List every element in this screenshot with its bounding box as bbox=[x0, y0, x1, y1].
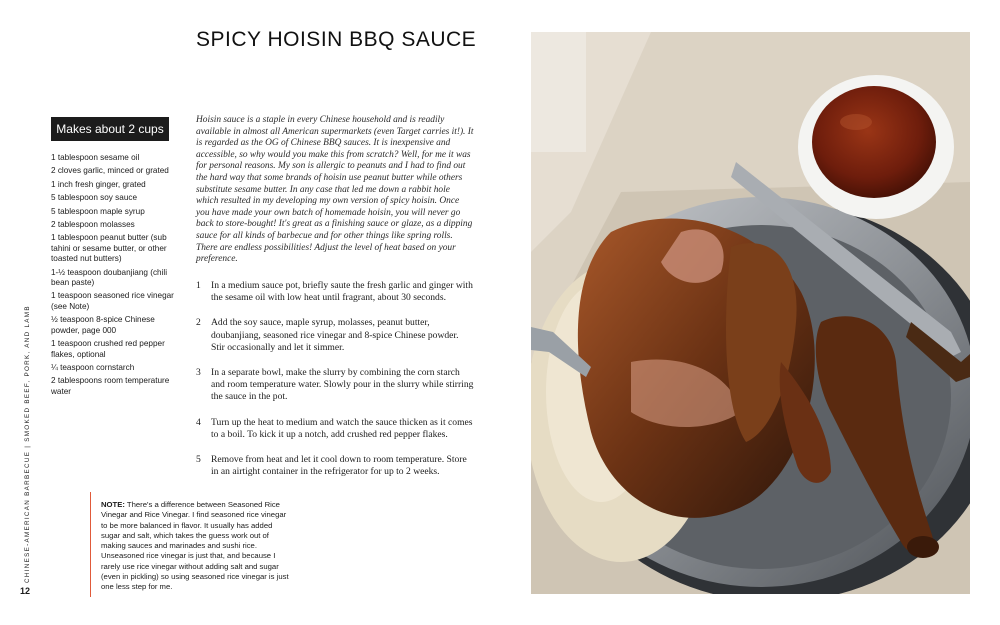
recipe-note bbox=[101, 500, 291, 593]
drumstick-tip bbox=[907, 536, 939, 558]
running-head: CHINESE-AMERICAN BARBECUE | SMOKED BEEF, PORK, AND LAMB bbox=[24, 305, 31, 583]
ingredient-item: 1 teaspoon crushed red pepper flakes, optional bbox=[51, 339, 165, 359]
ingredient-item: 2 tablespoons room temperature water bbox=[51, 376, 170, 396]
ingredient-item: 1 tablespoon peanut butter (sub tahini or sesame butter, or other toasted nut butters) bbox=[51, 233, 167, 264]
ingredient-item: 5 tablespoon soy sauce bbox=[51, 193, 138, 203]
yield-badge bbox=[51, 117, 169, 141]
ingredient-list bbox=[51, 153, 181, 400]
method-step bbox=[196, 317, 474, 354]
ingredient-item: ½ teaspoon 8-spice Chinese powder, page 000 bbox=[51, 315, 155, 335]
method-steps bbox=[196, 280, 474, 491]
ingredient-item: 2 cloves garlic, minced or grated bbox=[51, 166, 169, 176]
ingredient-item: 5 tablespoon maple syrup bbox=[51, 206, 145, 216]
yield-label: Makes about 2 cups bbox=[56, 122, 164, 136]
step-number: 2 bbox=[196, 317, 201, 329]
ingredient-item: 1 inch fresh ginger, grated bbox=[51, 179, 146, 189]
step-text: In a medium sauce pot, briefly saute the fresh garlic and ginger with the sesame oil with low heat until fragrant, about 30 seconds. bbox=[211, 280, 473, 304]
step-number: 1 bbox=[196, 280, 201, 291]
page-number: 12 bbox=[20, 586, 31, 596]
ingredient-item: 1 teaspoon seasoned rice vinegar (see Note) bbox=[51, 291, 174, 311]
method-step bbox=[196, 280, 474, 304]
ingredient-item: 2 tablespoon molasses bbox=[51, 220, 135, 230]
method-step bbox=[196, 417, 474, 441]
food-photo bbox=[531, 32, 970, 594]
recipe-intro: Hoisin sauce is a staple in every Chinese household and is readily available in almost all American supermarkets (even Target carries it!). It is regarded as the OG of Chinese BBQ sauces. It is inexpensive and accessible, so why would you make this from scratch? Well, for me it was for personal reasons. My son is allergic to peanuts and I had to find out the hard way that some brands of hoisin use peanut butter while others substitute sesame butter. In any case that led me down a rabbit hole which resulted in my developing my own version of spicy hoisin. Once you have made your own batch of homemade hoisin, you will never go back to store-bought! It's great as a finishing sauce or glaze, as a dipping sauce for all kinds of barbecue and for other things like spring rolls. There are endless possibilities! Adjust the level of heat based on your preference. bbox=[196, 115, 474, 265]
hoisin-sauce bbox=[812, 86, 936, 198]
ingredient-item: 1-½ teaspoon doubanjiang (chili bean paste) bbox=[51, 267, 168, 288]
step-text: Remove from heat and let it cool down to room temperature. Store in an airtight container in the refrigerator for up to 2 weeks. bbox=[211, 454, 467, 478]
note-text: There's a difference between Seasoned Rice Vinegar and Rice Vinegar. I find seasoned rice vinegar to be more balanced in flavor. It usually has added sugar and salt, which takes the guess work out of making sauces and marinades and sushi rice. Unseasoned rice vinegar is just that, and because I rarely use rice vinegar without adding salt and sugar (even in pickling) so using seasoned rice vinegar is just one less step for me. bbox=[101, 500, 289, 592]
recipe-title: SPICY HOISIN BBQ SAUCE bbox=[196, 28, 477, 51]
sauce-sheen bbox=[840, 114, 872, 130]
step-text: Turn up the heat to medium and watch the sauce thicken as it comes to a boil. To kick it up a notch, add crushed red pepper flakes. bbox=[211, 416, 473, 440]
step-text: Add the soy sauce, maple syrup, molasses, peanut butter, doubanjiang, seasoned rice vinegar and 8-spice Chinese powder. Stir occasionally and let it simmer. bbox=[211, 317, 459, 353]
step-number: 3 bbox=[196, 367, 201, 379]
ingredient-item: 1 tablespoon sesame oil bbox=[51, 153, 140, 162]
method-step bbox=[196, 367, 474, 404]
note-divider bbox=[90, 492, 91, 597]
method-step bbox=[196, 454, 474, 478]
food-photo-illustration bbox=[531, 32, 970, 594]
step-number: 5 bbox=[196, 454, 201, 466]
ingredient-item: ¼ teaspoon cornstarch bbox=[51, 362, 135, 372]
note-label: NOTE: bbox=[101, 500, 125, 509]
step-text: In a separate bowl, make the slurry by combining the corn starch and room temperature water. Slowly pour in the slurry while stirring the sauce in the pot. bbox=[211, 367, 474, 403]
step-number: 4 bbox=[196, 416, 201, 428]
glass bbox=[531, 32, 586, 152]
